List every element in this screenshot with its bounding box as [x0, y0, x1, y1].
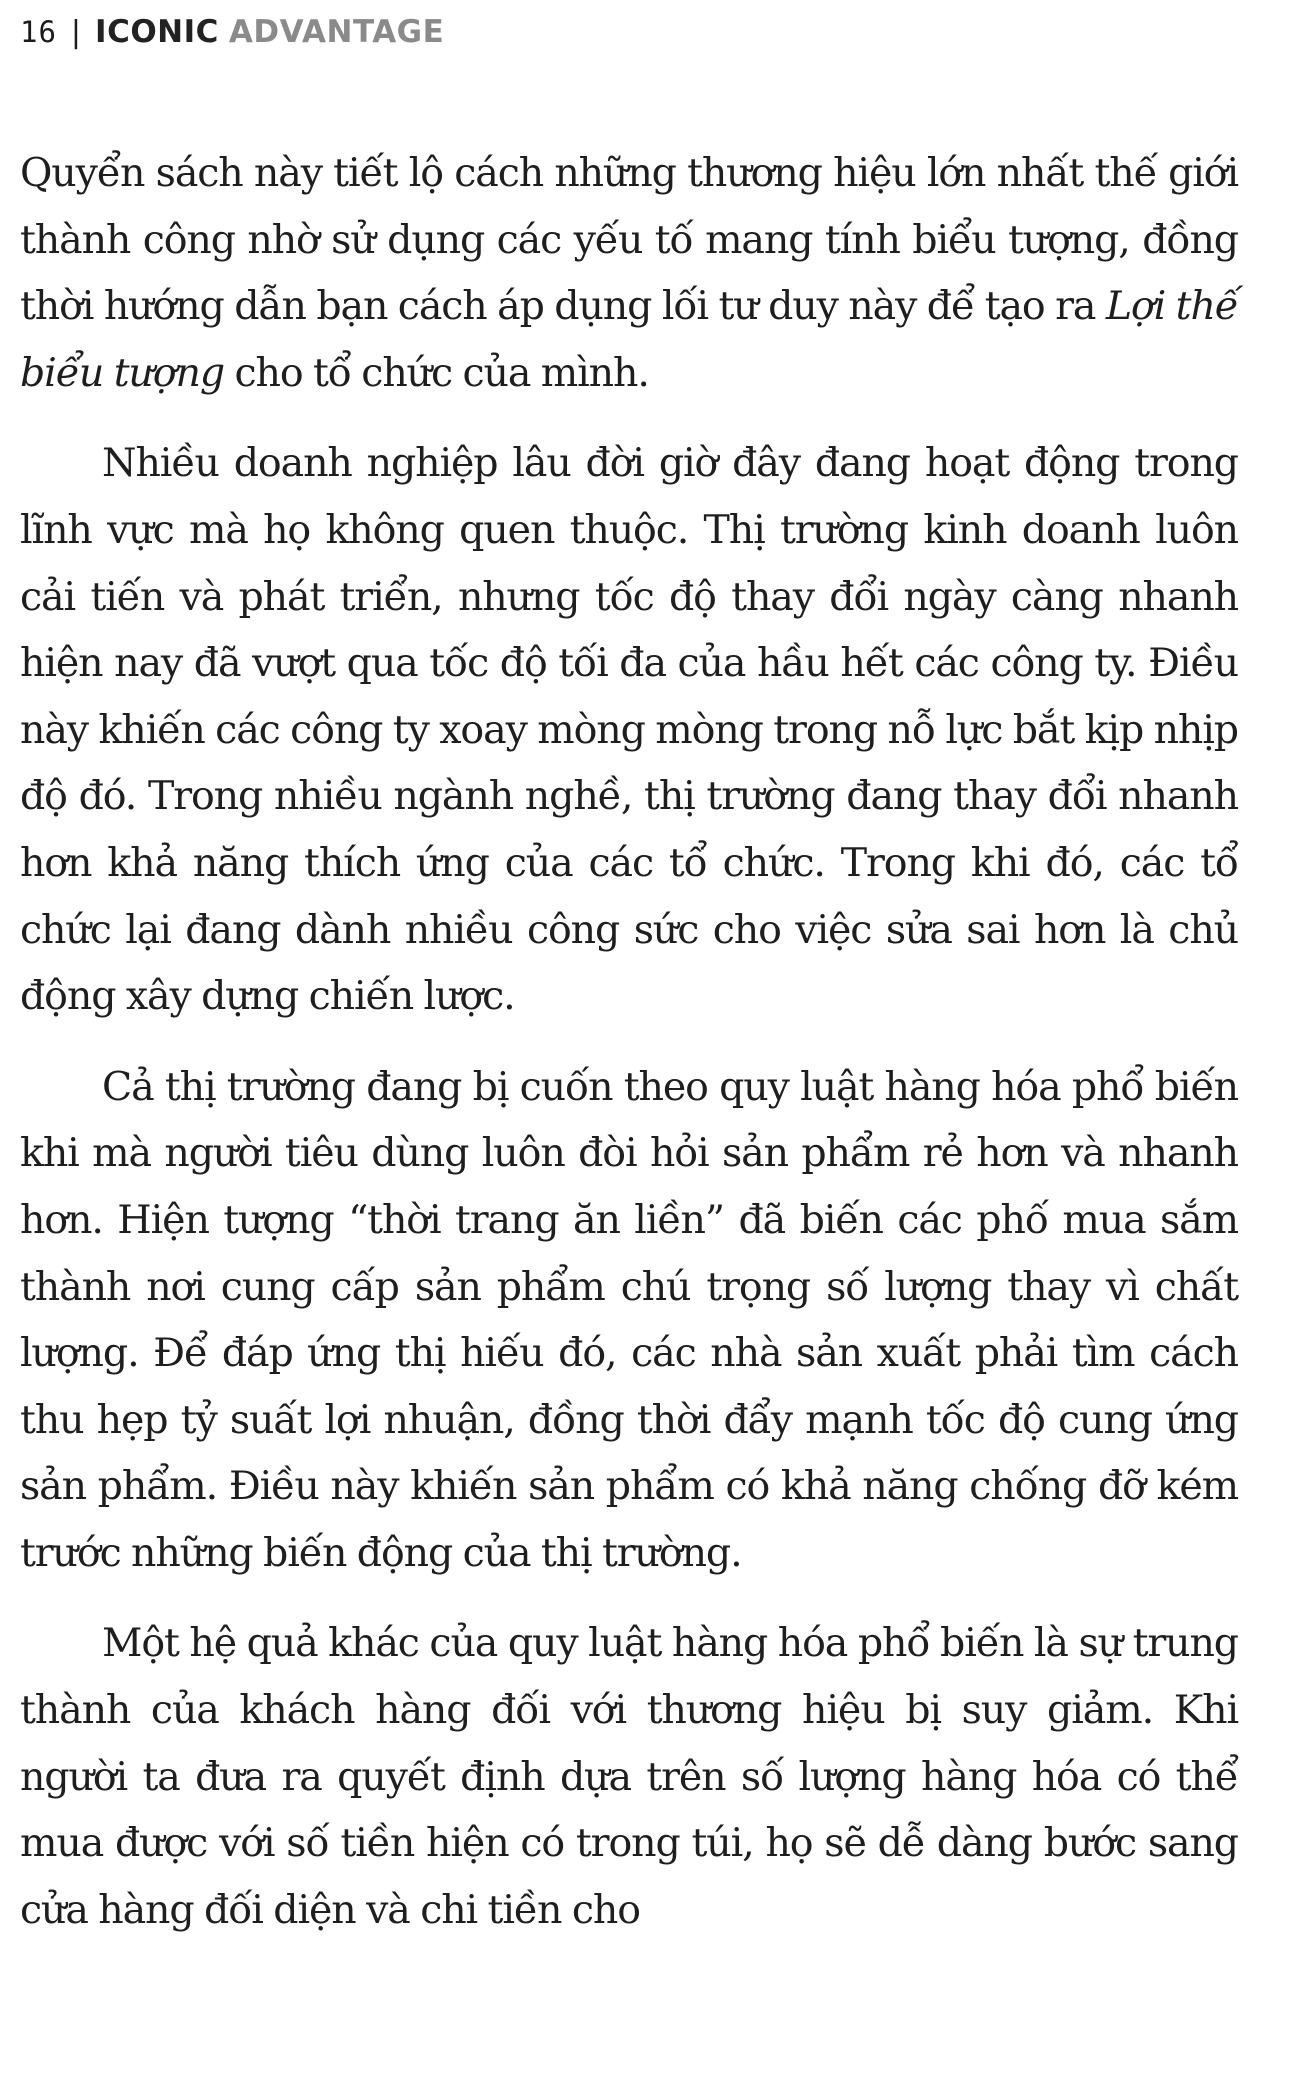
book-title-part1: ICONIC [95, 14, 219, 50]
paragraph-1-text-start: Quyển sách này tiết lộ cách những thương hiệu lớn nhất thế giới thành công nhờ sử dụng các yếu tố mang tính biểu tượng, đồng thời hướng dẫn bạn cách áp dụng lối tư duy này để tạo ra [20, 150, 1238, 330]
running-header [20, 10, 444, 54]
paragraph-1 [20, 140, 1238, 406]
body-text [20, 140, 1238, 1943]
page-number: 16 [20, 15, 57, 49]
book-title-part2: ADVANTAGE [228, 14, 445, 50]
paragraph-1-text-end: cho tổ chức của mình. [224, 349, 649, 396]
paragraph-2: Nhiều doanh nghiệp lâu đời giờ đây đang hoạt động trong lĩnh vực mà họ không quen thuộc. Thị trường kinh doanh luôn cải tiến và phát triển, nhưng tốc độ thay đổi ngày càng nhanh hiện nay đã vượt qua tốc độ tối đa của hầu hết các công ty. Điều này khiến các công ty xoay mòng mòng trong nỗ lực bắt kịp nhịp độ đó. Trong nhiều ngành nghề, thị trường đang thay đổi nhanh hơn khả năng thích ứng của các tổ chức. Trong khi đó, các tổ chức lại đang dành nhiều công sức cho việc sửa sai hơn là chủ động xây dựng chiến lược. [20, 440, 1238, 1020]
paragraph-3: Cả thị trường đang bị cuốn theo quy luật hàng hóa phổ biến khi mà người tiêu dùng luôn đòi hỏi sản phẩm rẻ hơn và nhanh hơn. Hiện tượng “thời trang ăn liền” đã biến các phố mua sắm thành nơi cung cấp sản phẩm chú trọng số lượng thay vì chất lượng. Để đáp ứng thị hiếu đó, các nhà sản xuất phải tìm cách thu hẹp tỷ suất lợi nhuận, đồng thời đẩy mạnh tốc độ cung ứng sản phẩm. Điều này khiến sản phẩm có khả năng chống đỡ kém trước những biến động của thị trường. [20, 1063, 1238, 1576]
header-separator: | [70, 14, 82, 50]
paragraph-1-italic-phrase: Lợi thế biểu tượng [20, 283, 1239, 396]
paragraph-4: Một hệ quả khác của quy luật hàng hóa phổ biến là sự trung thành của khách hàng đối với thương hiệu bị suy giảm. Khi người ta đưa ra quyết định dựa trên số lượng hàng hóa có thể mua được với số tiền hiện có trong túi, họ sẽ dễ dàng bước sang cửa hàng đối diện và chi tiền cho [20, 1620, 1238, 1933]
